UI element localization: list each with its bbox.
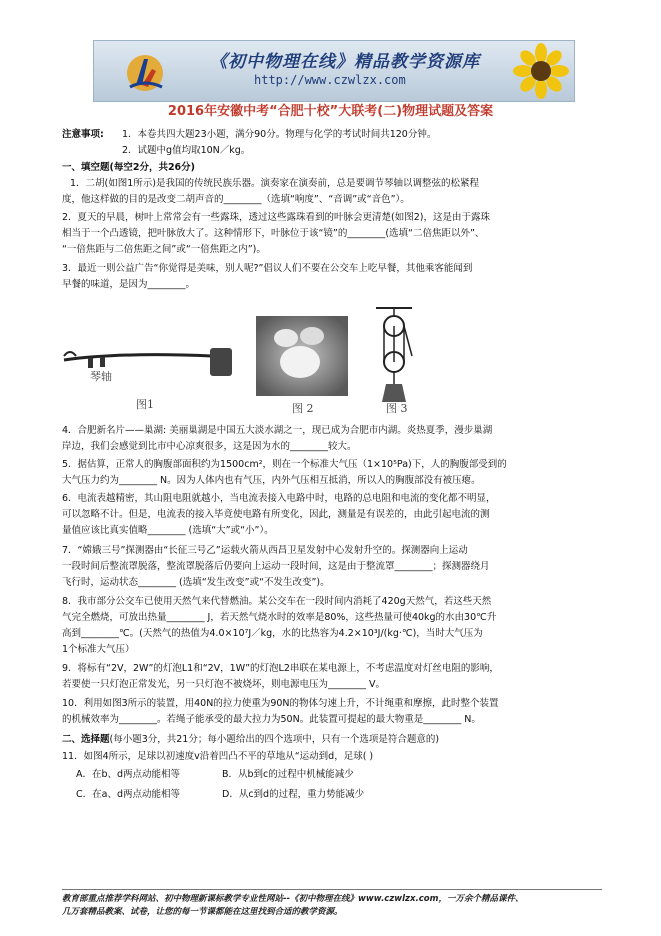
notes-line-2: 2．试题中g值均取10N／kg。 (122, 145, 251, 156)
q10-line-1: 10．利用如图3所示的装置，用40N的拉力使重为90N的物体匀速上升，不计绳重和摩擦，此时整个装置 (62, 698, 499, 709)
figure-1-label: 琴轴 (90, 370, 112, 383)
q11-option-b: B．从b到c的过程中机械能减少 (222, 769, 354, 780)
q1-line-2: 度，他这样做的目的是改变二胡声音的________（选填“响度”、“音调”或“音色”）。 (62, 194, 410, 205)
q6-line-3: 量值应该比真实值略________ (选填“大”或“小”）。 (62, 525, 274, 536)
footer (62, 893, 523, 919)
q8-line-2: 气完全燃烧，可放出热量________ J，若天然气烧水时的效率是80%，这些热量可使40kg的水由30℃升 (62, 612, 497, 623)
section-2-heading-line (62, 733, 439, 746)
footer-divider (62, 889, 602, 890)
q3-line-2: 早餐的味道，是因为________。 (62, 279, 196, 290)
figure-3-caption: 图 3 (386, 402, 408, 415)
q2-line-2: 相当于一个凸透镜，把叶脉放大了。这种情形下，叶脉位于该“镜”的________(选填“二倍焦距以外”、 (62, 228, 485, 239)
q8-line-3: 高到________℃。(天然气的热值为4.0×10⁷J／kg，水的比热容为4.2×10³J/(kg·℃)，当时大气压为 (62, 628, 483, 639)
header-banner (93, 40, 575, 102)
site-logo-icon (122, 49, 168, 95)
q11-stem: 11．如图4所示，足球以初速度v沿着凹凸不平的草地从“运动到d，足球( ) (62, 751, 374, 762)
q1-line-1: 1．二胡(如图1所示)是我国的传统民族乐器。演奏家在演奏前，总是要调节琴轴以调整弦的松紧程 (70, 178, 480, 189)
q7-line-1: 7．“嫦娥三号”探测器由“长征三号乙”运载火箭从西昌卫星发射中心发射升空的。探测器向上运动 (62, 545, 468, 556)
q4-line-1: 4．合肥新名片——巢湖: 美丽巢湖是中国五大淡水湖之一，现已成为合肥市内湖。炎热夏季，漫步巢湖 (62, 425, 493, 436)
q8-line-1: 8．我市部分公交车已使用天然气来代替燃油。某公交车在一段时间内消耗了420g天然气，若这些天然 (62, 596, 492, 607)
banner-url[interactable]: http://www.czwlzx.com (254, 73, 406, 87)
q2-line-3: “一倍焦距与二倍焦距之间”或“一倍焦距之内”)。 (62, 244, 266, 255)
footer-line-1: 教育部重点推荐学科网站、初中物理新课标教学专业性网站--《初中物理在线》www.czwlzx.com，一万余个精品课件、 (62, 894, 524, 904)
q9-line-2: 若要使一只灯泡正常发光，另一只灯泡不被烧坏，则电源电压为________ V。 (62, 679, 386, 690)
document-title: 2016年安徽中考“合肥十校”大联考(二)物理试题及答案 (167, 104, 494, 119)
q10-line-2: 的机械效率为________。若绳子能承受的最大拉力为50N。此装置可提起的最大物重是________ N。 (62, 714, 481, 725)
notes-label: 注意事项: (62, 129, 104, 140)
q11-option-a: A．在b、d两点动能相等 (76, 769, 181, 780)
sunflower-icon (512, 43, 570, 99)
figure-3-pulley (372, 306, 416, 410)
q5-line-1: 5．据估算，正常人的胸腹部面积约为1500cm²，则在一个标准大气压（1×10⁵Pa)下，人的胸腹部受到的 (62, 459, 507, 470)
section-2-heading: 二、选择题 (62, 734, 110, 745)
notes-line-1: 1．本卷共四大题23小题，满分90分。物理与化学的考试时间共120分钟。 (122, 129, 437, 140)
q7-line-3: 飞行时，运动状态________ (选填“发生改变”或“不发生改变”)。 (62, 577, 330, 588)
figure-2-dewdrop (256, 316, 348, 396)
q11-option-d: D．从c到d的过程，重力势能减少 (222, 789, 365, 800)
q2-line-1: 2．夏天的早晨，树叶上常常会有一些露珠，透过这些露珠看到的叶脉会更清楚(如图2)，这是由于露珠 (62, 212, 491, 223)
figure-2-caption: 图 2 (292, 402, 314, 415)
q7-line-2: 一段时间后整流罩脱落，整流罩脱落后仍要向上运动一段时间，这是由于整流罩________；探测器绕月 (62, 561, 490, 572)
q6-line-2: 可以忽略不计。但是，电流表的接入毕竟使电路有所变化，因此，测量是有误差的，由此引起电流的测 (62, 509, 490, 520)
q8-line-4: 1个标准大气压） (62, 644, 135, 655)
q4-line-2: 岸边，我们会感觉到比市中心凉爽很多，这是因为水的________较大。 (62, 441, 357, 452)
section-2-heading-note: (每小题3分，共21分；每小题给出的四个选项中，只有一个选项是符合题意的) (109, 734, 440, 745)
q9-line-1: 9．将标有“2V，2W”的灯泡L1和“2V，1W”的灯泡L2串联在某电源上，不考虑温度对灯丝电阻的影响， (62, 663, 499, 674)
banner-title: 《初中物理在线》精品教学资源库 (210, 52, 480, 72)
figure-1-caption: 图1 (136, 398, 154, 411)
footer-line-2: 几万套精品教案、试卷，让您的每一节课都能在这里找到合适的教学资源。 (62, 907, 343, 917)
section-1-heading: 一、填空题(每空2分，共26分) (62, 162, 196, 173)
q3-line-1: 3．最近一则公益广告“你觉得是美味，别人呢?”倡议人们不要在公交车上吃早餐，其他乘客能闻到 (62, 263, 473, 274)
q6-line-1: 6．电流表越精密，其山阻电阻就越小，当电流表接入电路中时，电路的总电阻和电流的变化都不明显， (62, 493, 496, 504)
q5-line-2: 大气压力约为________ N。因为人体内也有气压，内外气压相互抵消，所以人的胸腹部没有被压瘪。 (62, 475, 481, 486)
q11-option-c: C．在a、d两点动能相等 (76, 789, 180, 800)
